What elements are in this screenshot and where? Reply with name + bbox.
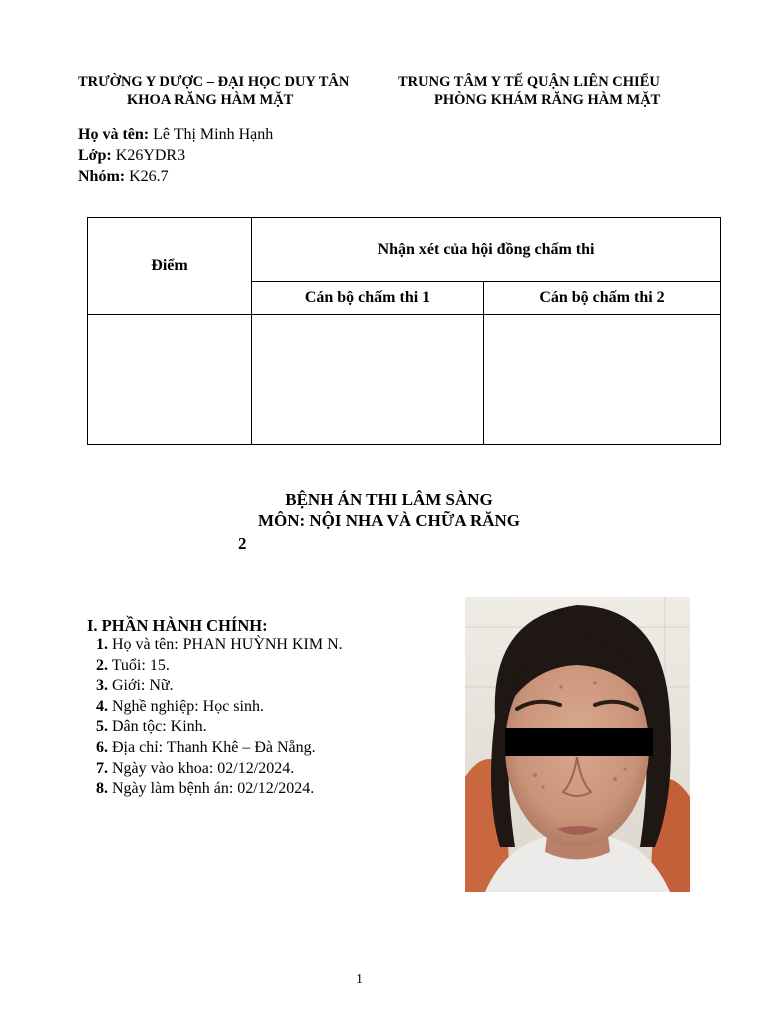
student-name-label: Họ và tên: [78, 126, 150, 143]
admin-item-text: Họ và tên: PHAN HUỲNH KIM N. [112, 636, 343, 653]
page-number: 1 [356, 972, 363, 987]
examiner-1-header: Cán bộ chấm thi 1 [252, 282, 484, 315]
admin-item-number: 5. [96, 718, 108, 736]
student-class-label: Lớp: [78, 147, 112, 164]
patient-photo [465, 597, 690, 892]
admin-item-number: 4. [96, 697, 108, 715]
admin-item [96, 677, 343, 698]
student-group-label: Nhóm: [78, 168, 126, 185]
student-group-line [78, 168, 169, 186]
admin-item [96, 780, 343, 801]
document-subject-number: 2 [238, 534, 247, 553]
student-group-value: K26.7 [129, 168, 169, 185]
admin-item-text: Dân tộc: Kinh. [112, 718, 207, 736]
examiner-2-comment-cell[interactable] [484, 315, 721, 445]
admin-item-text: Tuổi: 15. [111, 656, 170, 674]
examiner-2-header: Cán bộ chấm thi 2 [484, 282, 721, 315]
admin-list [96, 636, 343, 801]
admin-item [96, 718, 343, 739]
admin-item-text: Ngày vào khoa: 02/12/2024. [112, 759, 295, 777]
medical-center-name: TRUNG TÂM Y TẾ QUẬN LIÊN CHIỂU [398, 74, 660, 90]
admin-item [96, 760, 343, 781]
admin-item-number: 7. [96, 759, 108, 777]
admin-item-number: 1. [96, 636, 108, 653]
admin-item [96, 698, 343, 719]
school-name: TRƯỜNG Y DƯỢC – ĐẠI HỌC DUY TÂN [78, 74, 350, 90]
score-header: Điểm [88, 218, 252, 315]
admin-item [96, 657, 343, 678]
student-class-value: K26YDR3 [115, 147, 186, 164]
document-subject: MÔN: NỘI NHA VÀ CHỮA RĂNG [257, 511, 521, 530]
admin-item [96, 636, 343, 657]
admin-section-heading: I. PHẦN HÀNH CHÍNH: [87, 616, 268, 635]
student-name-value: Lê Thị Minh Hạnh [153, 126, 274, 143]
admin-item-text: Giới: Nữ. [112, 677, 174, 695]
admin-item-number: 2. [96, 656, 108, 674]
admin-item-text: Nghề nghiệp: Học sinh. [112, 697, 264, 715]
admin-item-number: 6. [96, 738, 108, 756]
admin-item-number: 3. [96, 677, 108, 695]
faculty-name: KHOA RĂNG HÀM MẶT [127, 92, 294, 108]
score-cell[interactable] [88, 315, 252, 445]
admin-item-text: Ngày làm bệnh án: 02/12/2024. [112, 780, 315, 798]
admin-item-text: Địa chỉ: Thanh Khê – Đà Nẵng. [112, 738, 316, 756]
examiner-1-comment-cell[interactable] [252, 315, 484, 445]
document-title: BỆNH ÁN THI LÂM SÀNG [285, 490, 493, 509]
student-class-line [78, 147, 185, 165]
admin-item-number: 8. [96, 780, 108, 798]
grading-table [87, 217, 721, 445]
committee-comment-header: Nhận xét của hội đồng chấm thi [252, 218, 721, 282]
student-name-line [78, 126, 273, 144]
clinic-name: PHÒNG KHÁM RĂNG HÀM MẶT [434, 92, 661, 108]
admin-item [96, 739, 343, 760]
patient-face-illustration [465, 597, 690, 892]
